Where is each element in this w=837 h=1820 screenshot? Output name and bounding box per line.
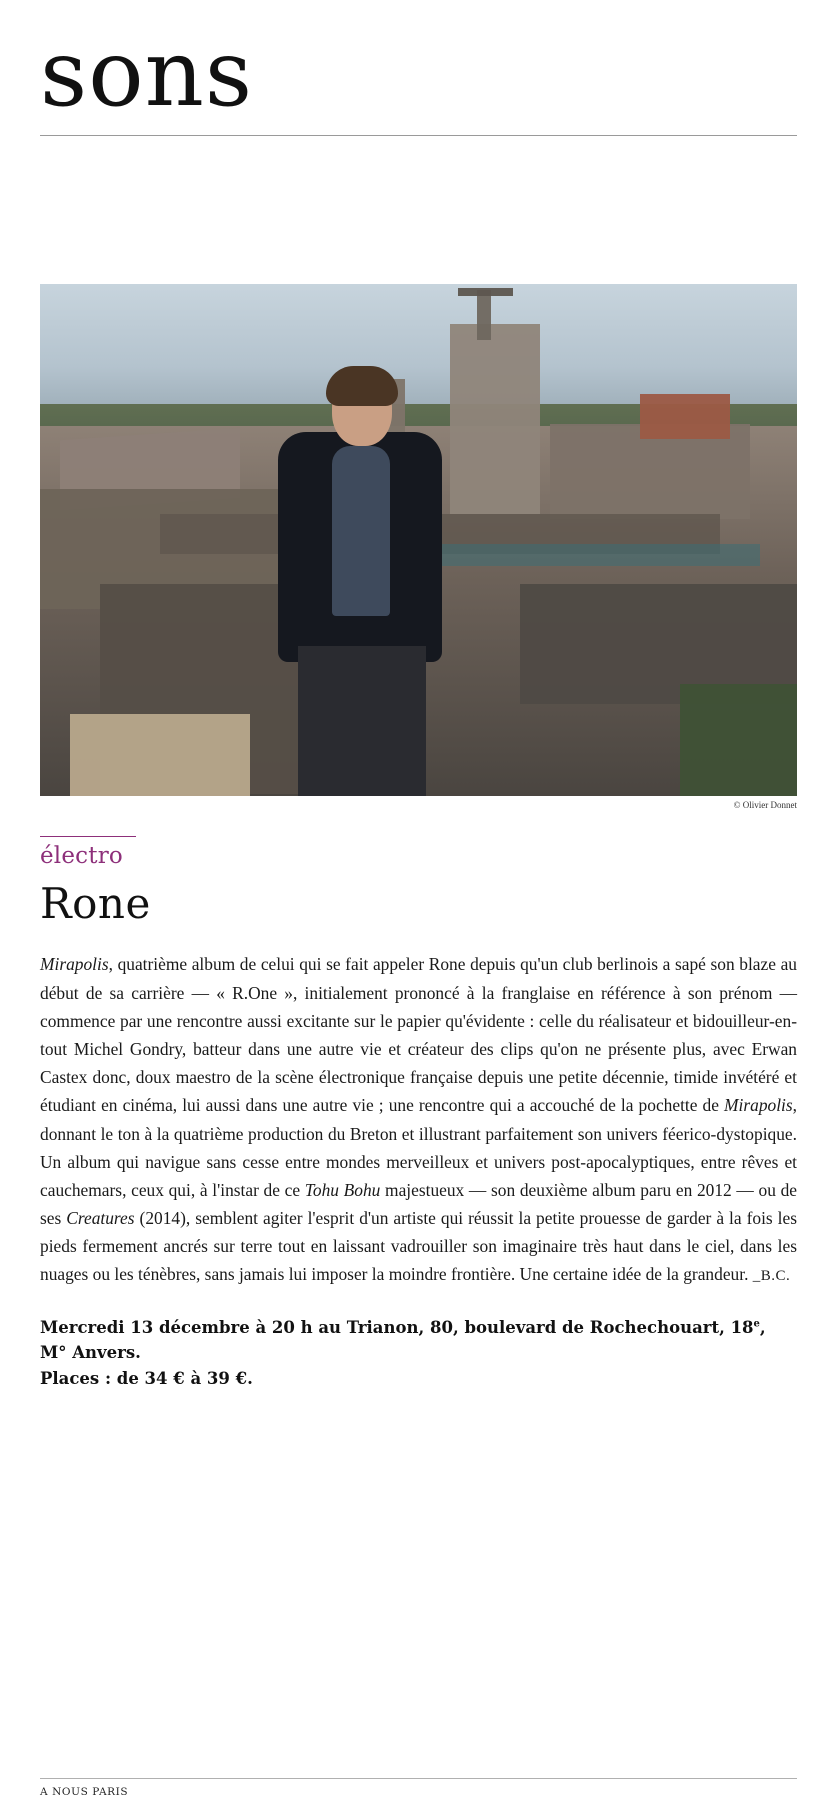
practical-info [40, 1315, 797, 1392]
brick-building-shape [640, 394, 730, 439]
masthead-divider [40, 135, 797, 136]
silo-shape [70, 714, 250, 796]
page-footer [40, 1778, 797, 1798]
page-title: sons [40, 20, 254, 127]
crane-shape [458, 288, 513, 296]
foliage-shape [680, 684, 797, 796]
subject-shirt [332, 446, 390, 616]
article [40, 836, 797, 1391]
practical-info-line-1: Mercredi 13 décembre à 20 h au Trianon, 80, boulevard de Rochechouart, 18e, M° Anvers. [40, 1317, 766, 1363]
masthead [40, 0, 797, 136]
subject-trousers [298, 646, 426, 796]
kicker-divider [40, 836, 136, 837]
article-signature: _B.C. [752, 1268, 791, 1285]
practical-info-line-2: Places : de 34 € à 39 €. [40, 1368, 253, 1388]
footer-divider [40, 1778, 797, 1779]
article-kicker: électro [40, 843, 123, 870]
article-headline: Rone [40, 879, 151, 929]
subject-hair [326, 366, 398, 406]
article-body-text: Mirapolis, quatrième album de celui qui se fait appeler Rone depuis qu'un club berlinois a sapé son blaze au début de sa carrière — « R.One », initialement prononcé à la franglaise en référence à son prénom — commence par une rencontre aussi excitante sur le papier qu'évidente : celle du réalisateur et bidouilleur-en-tout Michel Gondry, batteur dans une autre vie et créateur des clips qu'on ne présente plus, avec Erwan Castex donc, doux maestro de la scène électronique française depuis une petite décennie, timide invétéré et étudiant en cinéma, lui aussi dans une autre vie ; une rencontre qui a accouché de la pochette de Mirapolis, donnant le ton à la quatrième production du Breton et illustrant parfaitement son univers féerico-dystopique. Un album qui navigue sans cesse entre mondes merveilleux et univers post-apocalyptiques, entre rêves et cauchemars, ceux qui, à l'instar de ce Tohu Bohu majestueux — son deuxième album paru en 2012 — ou de ses Creatures (2014), semblent agiter l'esprit d'un artiste qui réussit la petite prouesse de garder à la fois les pieds fermement ancrés sur terre tout en laissant vadrouiller son imaginaire très haut dans le ciel, dans les nuages ou les ténèbres, sans jamais lui imposer la moindre frontière. Une certaine idée de la grandeur. [40, 954, 798, 1285]
photo-credit: © Olivier Donnet [733, 800, 797, 811]
article-photo-figure [40, 284, 797, 810]
portrait-subject [240, 366, 470, 796]
article-photo [40, 284, 797, 796]
footer-publication: A NOUS PARIS [40, 1786, 129, 1798]
chimney-shape [477, 290, 491, 340]
article-body [40, 950, 797, 1288]
